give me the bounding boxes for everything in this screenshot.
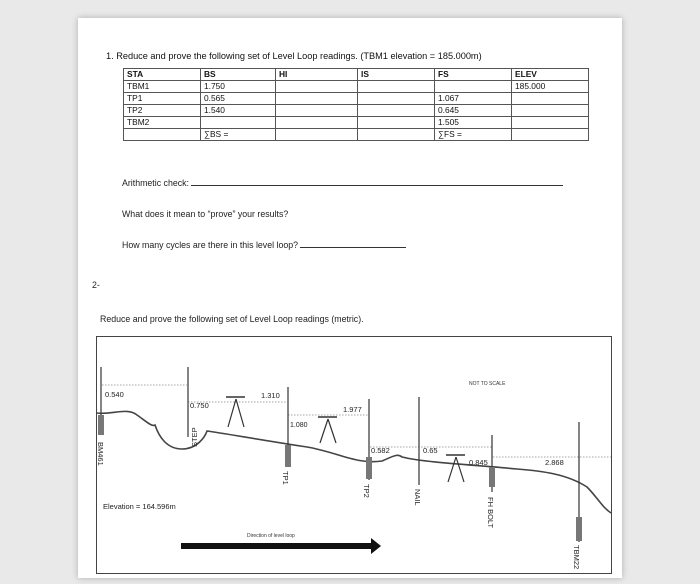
reading-0582: 0.582 (371, 446, 390, 455)
reading-1080: 1.080 (290, 422, 308, 429)
direction-arrow-icon (371, 538, 381, 554)
direction-arrow-shaft (181, 543, 371, 549)
cell (276, 117, 358, 129)
level-instrument-1-icon (226, 397, 245, 427)
header-is: IS (358, 69, 435, 81)
level-instrument-3-icon (446, 455, 465, 482)
question-2-number: 2- (92, 280, 100, 290)
worksheet-page (78, 18, 622, 578)
cell (201, 117, 276, 129)
reading-065: 0.65 (423, 446, 438, 455)
cell (276, 129, 358, 141)
question-1-title: 1. Reduce and prove the following set of Level Loop readings. (TBM1 elevation = 185.000m) (106, 51, 482, 61)
table-row (124, 81, 589, 93)
reading-1310: 1.310 (261, 391, 280, 400)
elevation-label: Elevation = 164.596m (103, 502, 176, 511)
staff-tp2-base (366, 457, 372, 479)
prove-question: What does it mean to “prove” your results? (122, 209, 289, 219)
cell (435, 81, 512, 93)
reading-0750: 0.750 (190, 401, 209, 410)
cycles-question-label: How many cycles are there in this level loop? (122, 240, 299, 250)
cell: ∑BS = (201, 129, 276, 141)
header-elev: ELEV (512, 69, 589, 81)
question-2-title: Reduce and prove the following set of Level Loop readings (metric). (100, 314, 364, 324)
cell: 1.067 (435, 93, 512, 105)
cell (276, 93, 358, 105)
cell (124, 129, 201, 141)
header-hi: HI (276, 69, 358, 81)
cell: TP2 (124, 105, 201, 117)
cell: 0.645 (435, 105, 512, 117)
cell (358, 129, 435, 141)
station-step: STEP (190, 427, 199, 447)
cell: 0.565 (201, 93, 276, 105)
cell (276, 81, 358, 93)
station-tp1: TP1 (281, 471, 290, 485)
cell: 1.540 (201, 105, 276, 117)
cell (512, 93, 589, 105)
table-row (124, 117, 589, 129)
reading-0540: 0.540 (105, 390, 124, 399)
station-tp2: TP2 (362, 484, 371, 498)
cycles-question (122, 240, 406, 250)
cell (512, 105, 589, 117)
table-row (124, 93, 589, 105)
station-bm461: BM461 (96, 442, 105, 466)
level-loop-diagram (96, 336, 612, 574)
table-row (124, 105, 589, 117)
station-nail: NAIL (413, 489, 422, 506)
cell (512, 129, 589, 141)
cell: 1.505 (435, 117, 512, 129)
cell (358, 117, 435, 129)
station-tbm22: TBM22 (572, 545, 581, 570)
staff-bm461-base (98, 415, 104, 435)
cell: ∑FS = (435, 129, 512, 141)
reading-2868: 2.868 (545, 458, 564, 467)
cell: TP1 (124, 93, 201, 105)
cell: TBM1 (124, 81, 201, 93)
cell (358, 105, 435, 117)
header-fs: FS (435, 69, 512, 81)
not-to-scale-label: NOT TO SCALE (469, 381, 506, 387)
reading-1977: 1.977 (343, 405, 362, 414)
level-loop-table (123, 68, 589, 141)
cell (512, 117, 589, 129)
staff-tp1-base (285, 445, 291, 467)
header-sta: STA (124, 69, 201, 81)
cycles-answer-line (300, 247, 406, 248)
header-bs: BS (201, 69, 276, 81)
reading-0845: 0.845 (469, 458, 488, 467)
level-instrument-2-icon (318, 417, 337, 443)
cell: TBM2 (124, 117, 201, 129)
staff-tbm22-base (576, 517, 582, 541)
cell: 1.750 (201, 81, 276, 93)
staff-fh-bolt-base (489, 467, 495, 487)
cell: 185.000 (512, 81, 589, 93)
direction-label: Direction of level loop (247, 533, 295, 539)
arithmetic-check (122, 178, 563, 188)
arithmetic-check-answer-line (191, 185, 563, 186)
level-loop-svg (97, 337, 611, 573)
ground-profile-line (97, 411, 611, 513)
station-fh-bolt: FH BOLT (486, 497, 495, 529)
table-header-row (124, 69, 589, 81)
cell (276, 105, 358, 117)
arithmetic-check-label: Arithmetic check: (122, 178, 189, 188)
table-row (124, 129, 589, 141)
cell (358, 93, 435, 105)
cell (358, 81, 435, 93)
